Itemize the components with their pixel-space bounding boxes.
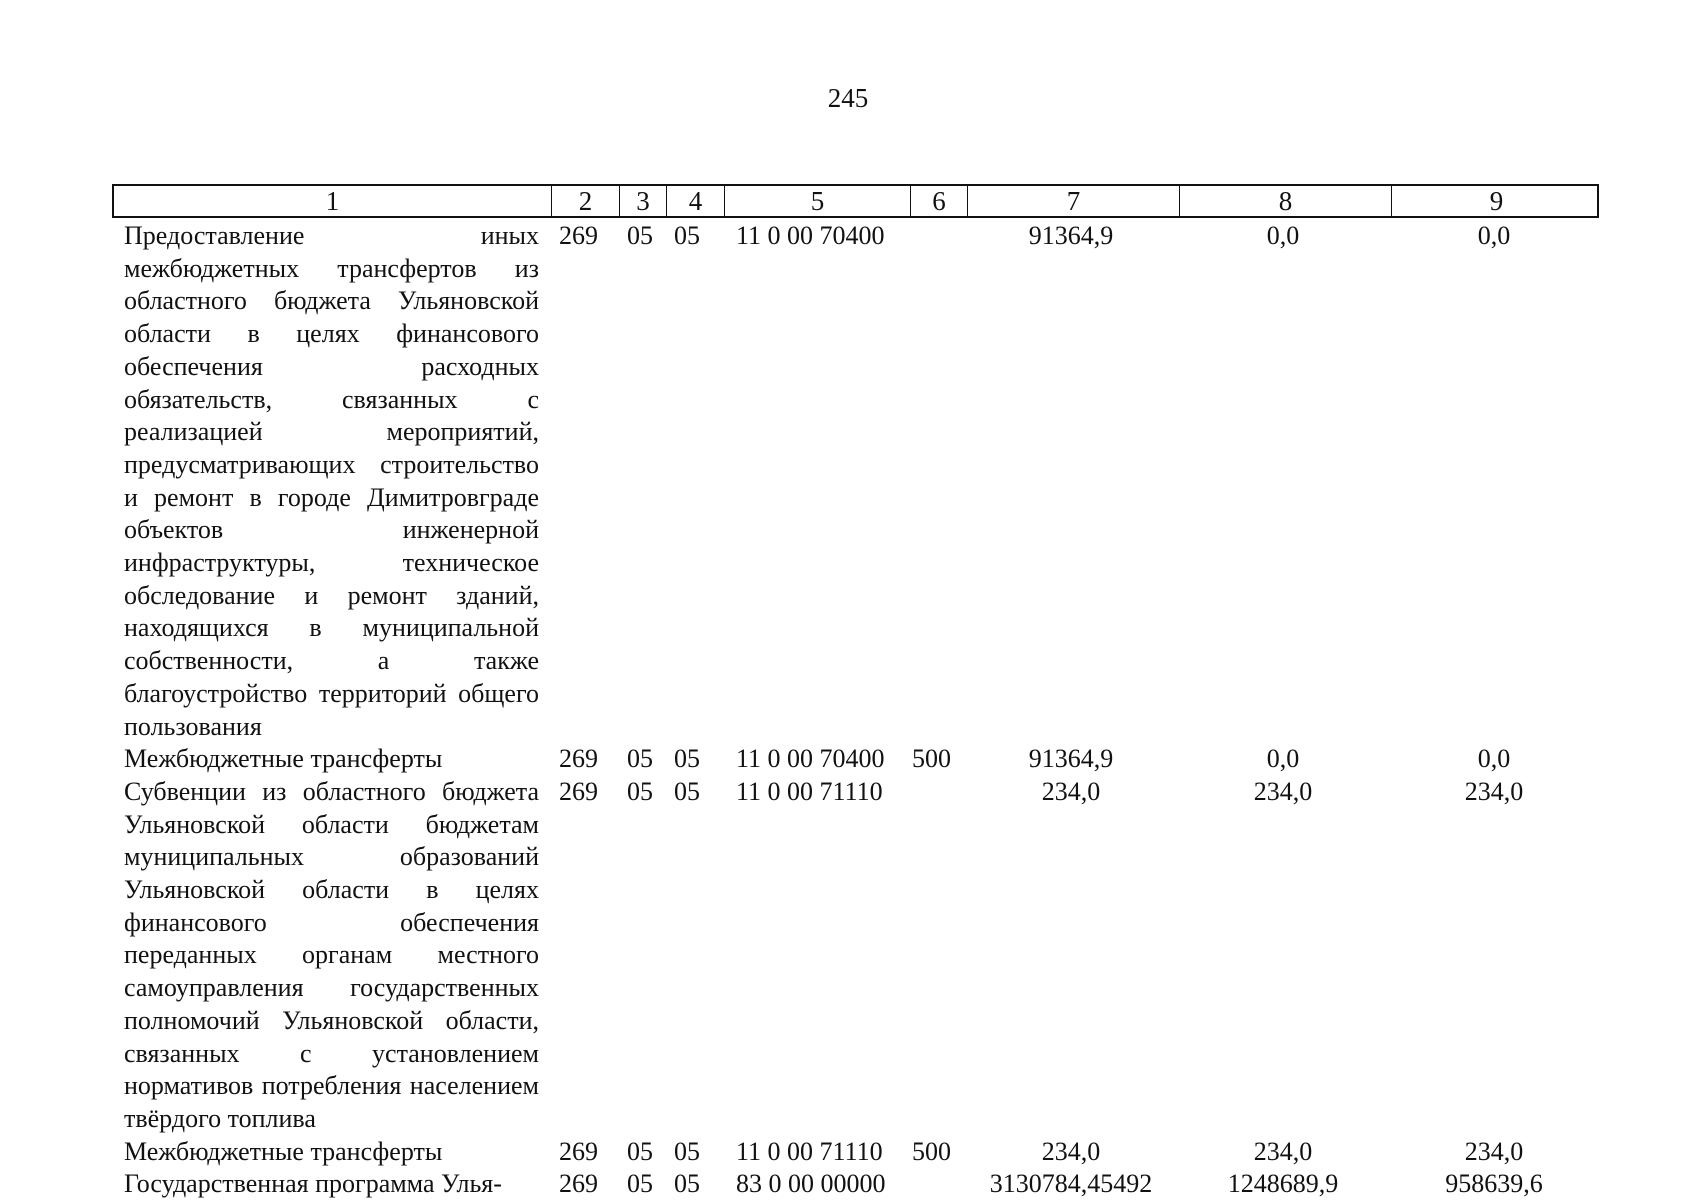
row-description: Предоставление иных межбюджетных трансфертов из областного бюджета Ульяновской области в целях финансового обеспечения расходных обязательств, связанных с реализацией мероприятий, предусматривающих строительство и ремонт в городе Димитровграде объектов инженерной инфраструктуры, техническое обследование и ремонт зданий, находящихся в муниципальной собственности, а также благоустройство территорий общего пользования [124, 221, 539, 741]
col-6-value [908, 220, 965, 743]
table-body [112, 220, 1599, 1201]
header-col-9: 9 [1391, 186, 1601, 216]
col-8-value: 1248689,9 [1227, 1169, 1339, 1199]
col-2-value: 269 [559, 1169, 598, 1199]
row-description: Субвенции из областного бюджета Ульяновской области бюджетам муниципальных образований Ульяновской области в целях финансового обеспечения переданных органам местного самоуправления государственных полномочий Ульяновской области, связанных с установлением нормативов потребления населением твёрдого топлива [124, 776, 539, 1133]
col-8-value: 0,0 [1266, 221, 1300, 250]
col-2-value: 269 [559, 1136, 598, 1166]
col-5-value: 11 0 00 71110 [736, 776, 883, 806]
row-description: Государственная программа Улья- [124, 1169, 502, 1199]
col-4-value: 05 [674, 744, 700, 774]
col-4-value: 05 [674, 776, 700, 806]
col-2-value: 269 [559, 776, 598, 806]
col-5-value: 11 0 00 70400 [736, 744, 885, 774]
col-2-value: 269 [559, 744, 598, 774]
col-3-value: 05 [627, 221, 653, 250]
col-6-value: 500 [912, 1136, 951, 1166]
col-8-value: 0,0 [1266, 744, 1300, 774]
header-col-5: 5 [724, 186, 910, 216]
col-8-value: 234,0 [1253, 776, 1313, 806]
row-description: Межбюджетные трансферты [124, 744, 443, 774]
table-row [112, 1136, 1599, 1169]
col-4-value: 05 [674, 221, 700, 250]
col-9-value: 0,0 [1477, 221, 1511, 250]
col-3-value: 05 [627, 744, 653, 774]
col-3-value: 05 [627, 1136, 653, 1166]
col-5-value: 83 0 00 00000 [736, 1169, 886, 1199]
header-col-2: 2 [551, 186, 619, 216]
col-3-value: 05 [627, 1169, 653, 1199]
table-row [112, 776, 1599, 1136]
col-7-value: 91364,9 [1028, 221, 1114, 250]
col-7-value: 3130784,45492 [989, 1169, 1153, 1199]
header-col-7: 7 [967, 186, 1179, 216]
col-7-value: 91364,9 [1028, 744, 1114, 774]
col-6-value [908, 776, 965, 1136]
col-8-value: 234,0 [1253, 1136, 1313, 1166]
header-col-3: 3 [619, 186, 666, 216]
col-4-value: 05 [674, 1169, 700, 1199]
header-col-4: 4 [666, 186, 724, 216]
col-3-value: 05 [627, 776, 653, 806]
header-col-1: 1 [325, 186, 340, 216]
header-col-6: 6 [910, 186, 967, 216]
col-9-value: 234,0 [1464, 776, 1524, 806]
table-row [112, 1168, 1599, 1201]
table-row [112, 220, 1599, 743]
col-7-value: 234,0 [1041, 776, 1101, 806]
col-7-value: 234,0 [1041, 1136, 1101, 1166]
col-6-value [908, 1168, 965, 1201]
header-col-8: 8 [1179, 186, 1391, 216]
col-9-value: 234,0 [1464, 1136, 1524, 1166]
row-description: Межбюджетные трансферты [124, 1136, 443, 1166]
table-header [112, 184, 1599, 218]
col-2-value: 269 [559, 221, 598, 250]
col-5-value: 11 0 00 71110 [736, 1136, 883, 1166]
table-row [112, 743, 1599, 776]
col-9-value: 958639,6 [1445, 1169, 1543, 1199]
col-5-value: 11 0 00 70400 [736, 221, 885, 250]
col-6-value: 500 [912, 744, 951, 774]
col-4-value: 05 [674, 1136, 700, 1166]
page-number: 245 [827, 83, 869, 113]
col-9-value: 0,0 [1477, 744, 1511, 774]
